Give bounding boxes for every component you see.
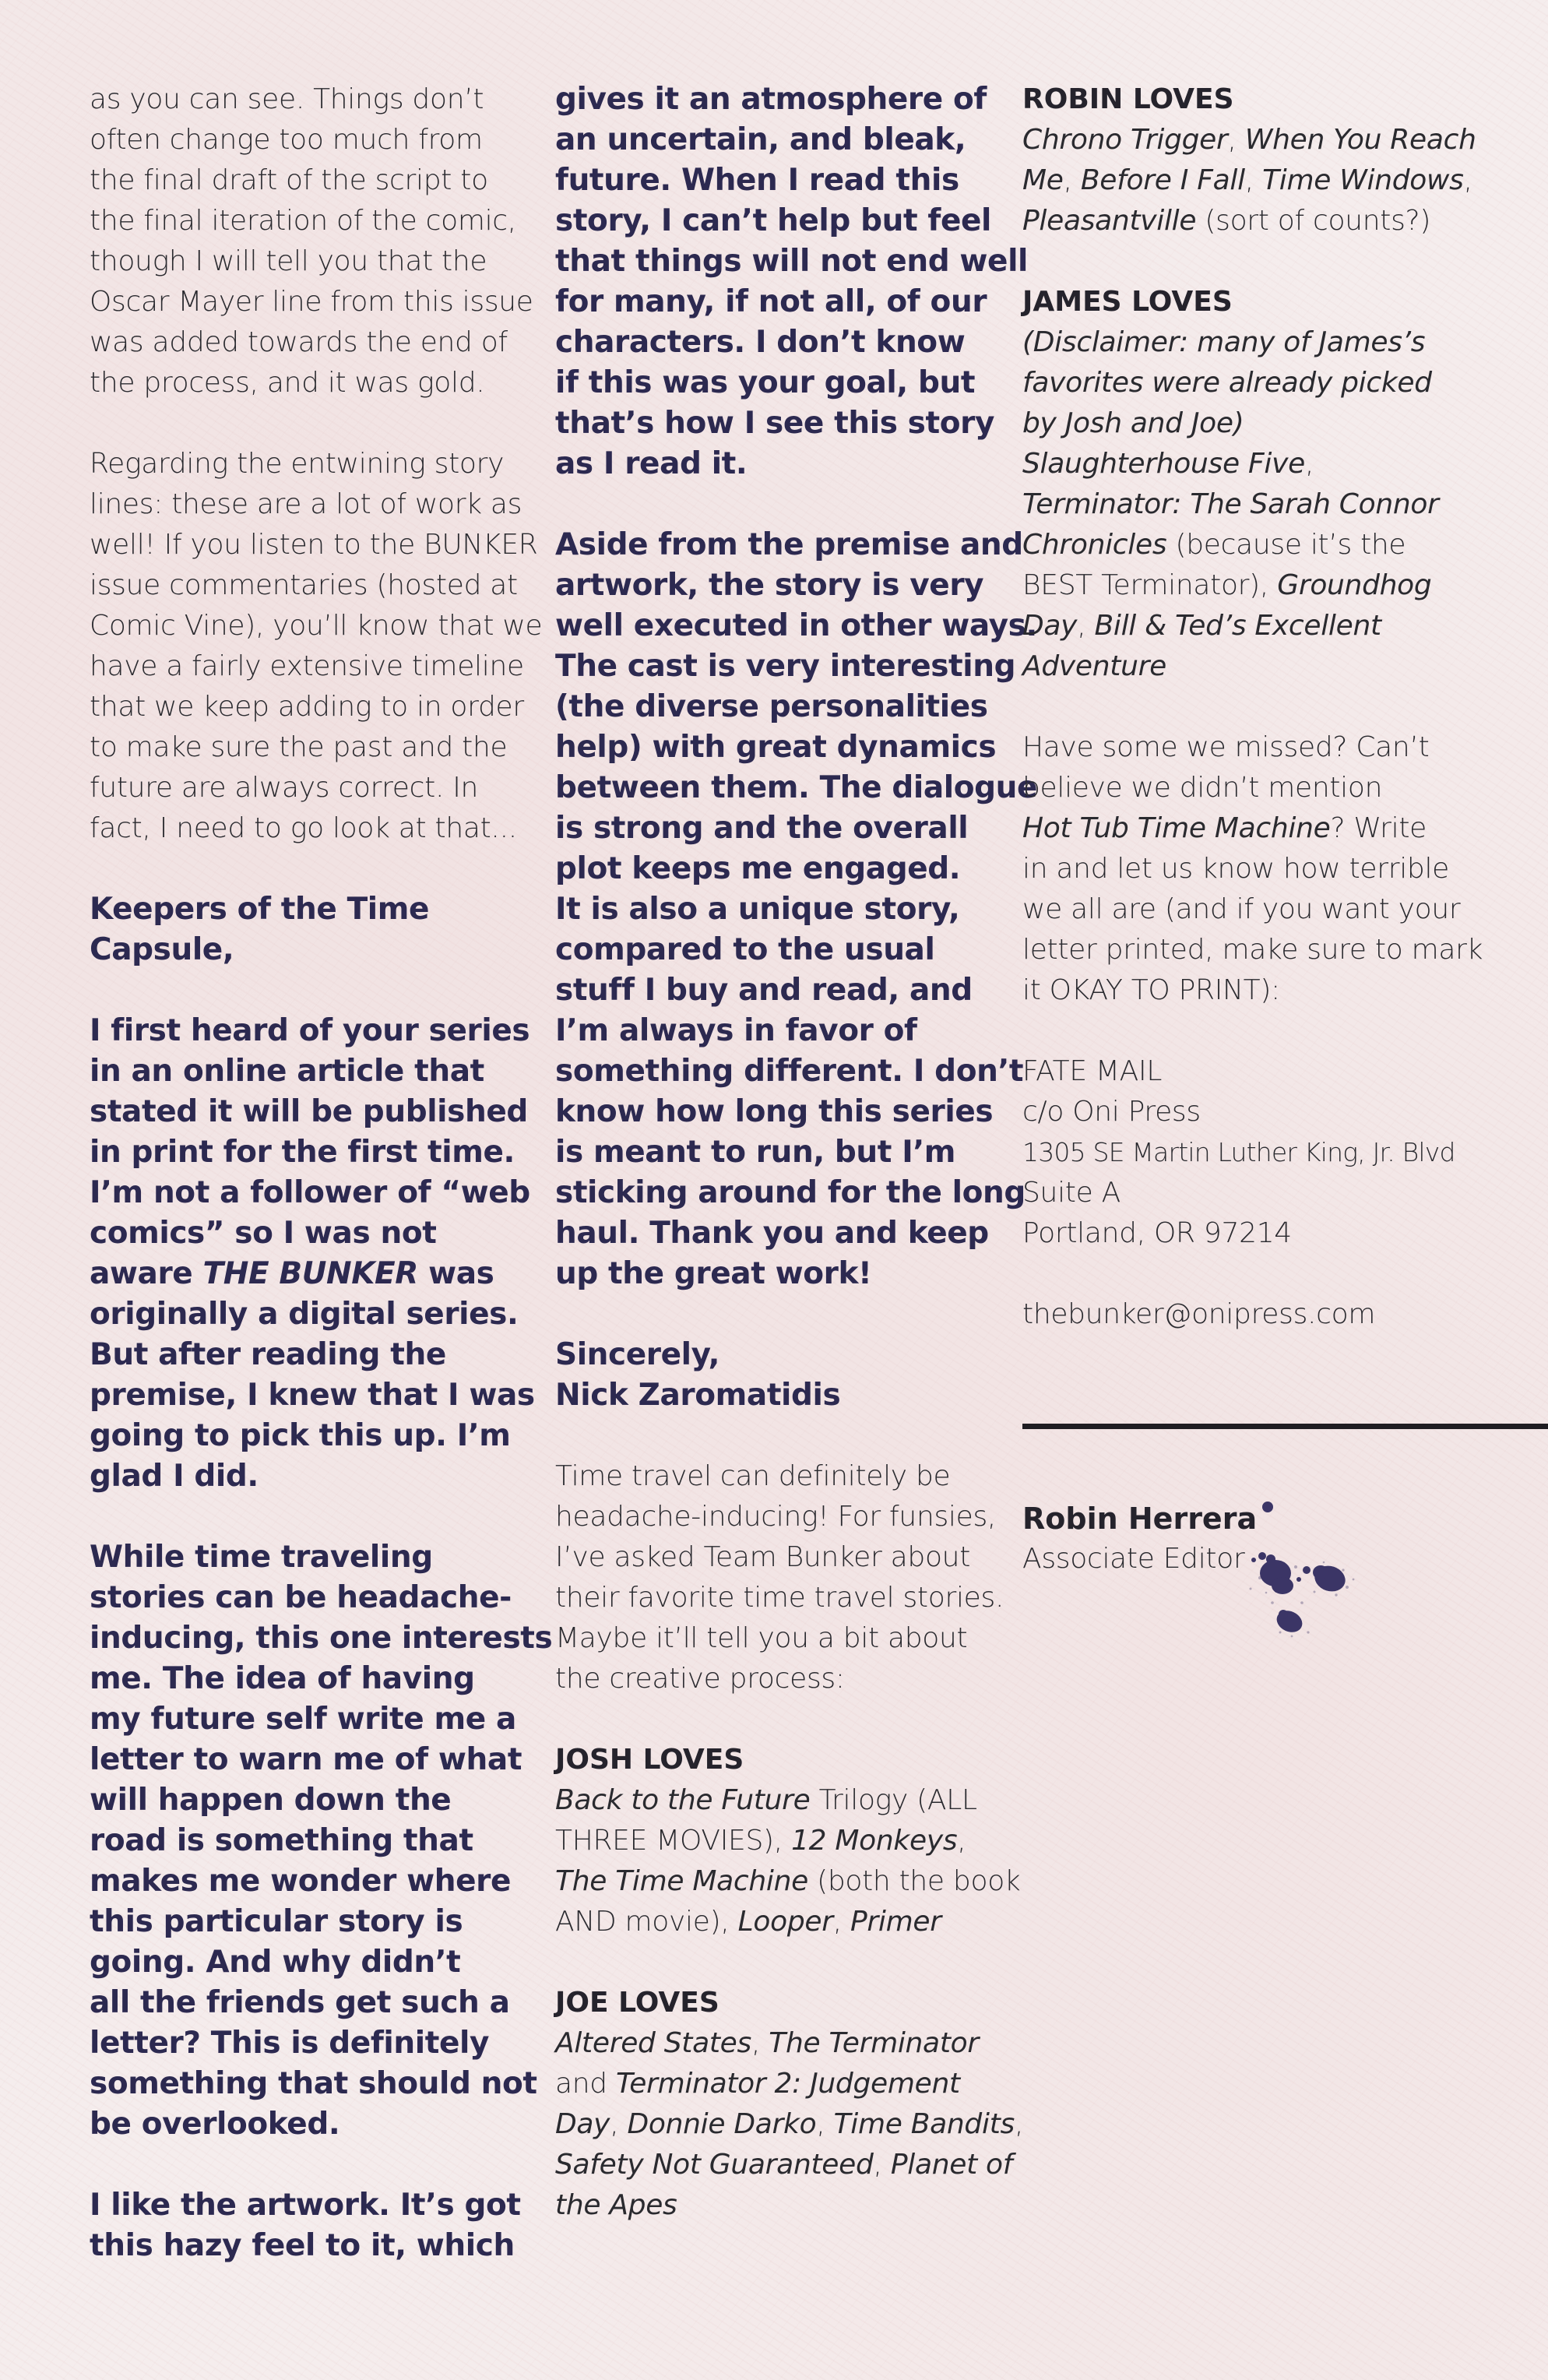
- text-line: that things will not end well: [555, 244, 1029, 279]
- ink-splatter-decoration: [1215, 1480, 1433, 1698]
- text-line: THREE MOVIES), 12 Monkeys,: [555, 1825, 966, 1857]
- text-line: But after reading the: [90, 1337, 446, 1372]
- text-line: characters. I don’t know: [555, 325, 966, 360]
- text-line: stated it will be published: [90, 1094, 528, 1129]
- text-line: the creative process:: [555, 1663, 845, 1695]
- text-line: between them. The dialogue: [555, 770, 1038, 805]
- joe-loves-heading: JOE LOVES: [555, 1987, 719, 2019]
- text-line: in an online article that: [90, 1054, 484, 1089]
- text-line: this hazy feel to it, which: [90, 2228, 515, 2263]
- text-line: believe we didn’t mention: [1022, 772, 1383, 804]
- text-line: Maybe it’ll tell you a bit about: [555, 1622, 968, 1654]
- email-address: thebunker@onipress.com: [1022, 1298, 1376, 1330]
- text-line: The Time Machine (both the book: [555, 1865, 1021, 1897]
- letter-paragraph: [555, 525, 1038, 1294]
- column-middle: [555, 79, 1038, 2226]
- contact-email: [1022, 1294, 1521, 1335]
- text-line: though I will tell you that the: [90, 245, 487, 277]
- mailing-address: [1022, 1051, 1521, 1254]
- letter-paragraph: [90, 1011, 533, 1497]
- text-line: Pleasantville (sort of counts?): [1022, 205, 1431, 237]
- james-loves-section: [1022, 282, 1521, 687]
- letter-author: Nick Zaromatidis: [555, 1378, 841, 1413]
- editor-name: Robin Herrera: [1022, 1502, 1258, 1536]
- text-line: headache-inducing! For funsies,: [555, 1501, 997, 1533]
- text-line: future. When I read this: [555, 163, 959, 198]
- text-line: by Josh and Joe): [1022, 407, 1244, 439]
- text-line: Back to the Future Trilogy (ALL: [555, 1784, 977, 1816]
- text-line: all the friends get such a: [90, 1985, 510, 2020]
- letter-salutation: [90, 889, 533, 970]
- text-line: in and let us know how terrible: [1022, 853, 1450, 885]
- text-line: something different. I don’t: [555, 1054, 1024, 1089]
- text-line: Adventure: [1022, 650, 1166, 682]
- text-line: Keepers of the Time: [90, 892, 430, 927]
- text-line: Chrono Trigger, When You Reach: [1022, 124, 1476, 156]
- text-line: Hot Tub Time Machine? Write: [1022, 812, 1427, 844]
- text-line: comics” so I was not: [90, 1216, 437, 1251]
- text-line: that we keep adding to in order: [90, 691, 524, 723]
- text-line: Aside from the premise and: [555, 527, 1023, 562]
- text-line: know how long this series: [555, 1094, 994, 1129]
- text-line: favorites were already picked: [1022, 367, 1432, 399]
- text-line: is meant to run, but I’m: [555, 1135, 955, 1170]
- letter-paragraph: [90, 2185, 533, 2266]
- text-line: makes me wonder where: [90, 1864, 512, 1899]
- column-right: [1022, 79, 1521, 1375]
- text-line: going. And why didn’t: [90, 1945, 461, 1980]
- text-line: gives it an atmosphere of: [555, 82, 987, 117]
- text-line: premise, I knew that I was: [90, 1378, 535, 1413]
- text-line: the final iteration of the comic,: [90, 205, 516, 237]
- text-line: their favorite time travel stories.: [555, 1582, 1004, 1614]
- text-line: the final draft of the script to: [90, 164, 488, 196]
- text-line: story, I can’t help but feel: [555, 203, 992, 238]
- text-line: glad I did.: [90, 1459, 259, 1494]
- text-line: for many, if not all, of our: [555, 284, 987, 319]
- text-line: artwork, the story is very: [555, 568, 984, 603]
- text-line: (the diverse personalities: [555, 689, 988, 724]
- text-line: Time travel can definitely be: [555, 1460, 951, 1492]
- column-left: [90, 79, 553, 2266]
- write-in-paragraph: [1022, 727, 1521, 1011]
- text-line: is strong and the overall: [555, 811, 969, 846]
- text-line: was added towards the end of: [90, 326, 508, 358]
- text-line: fact, I need to go look at that...: [90, 812, 517, 844]
- series-title: THE BUNKER: [202, 1256, 418, 1291]
- reply-paragraph: [90, 444, 543, 849]
- text-line: Day, Donnie Darko, Time Bandits,: [555, 2108, 1024, 2140]
- text-line: up the great work!: [555, 1256, 872, 1291]
- joe-loves-section: [555, 1983, 1024, 2226]
- text-line: Suite A: [1022, 1177, 1121, 1209]
- text-line: sticking around for the long: [555, 1175, 1026, 1210]
- text-line: Terminator: The Sarah Connor: [1022, 488, 1439, 520]
- text-line: help) with great dynamics: [555, 730, 997, 765]
- text-line: While time traveling: [90, 1540, 433, 1575]
- text-line: inducing, this one interests: [90, 1621, 553, 1656]
- text-line: as I read it.: [555, 446, 748, 481]
- text-line: Have some we missed? Can’t: [1022, 731, 1430, 763]
- robin-loves-heading: ROBIN LOVES: [1022, 83, 1234, 115]
- text-line: in print for the first time.: [90, 1135, 515, 1170]
- text-line: Capsule,: [90, 932, 234, 967]
- text-line: Chronicles (because it’s the: [1022, 529, 1406, 561]
- text-line: I’m always in favor of: [555, 1013, 917, 1048]
- editor-title: Associate Editor: [1022, 1543, 1245, 1575]
- text-line: BEST Terminator), Groundhog: [1022, 569, 1432, 601]
- reply-paragraph: [555, 1456, 1004, 1699]
- james-loves-heading: JAMES LOVES: [1022, 286, 1233, 318]
- text-line: something that should not: [90, 2066, 537, 2101]
- text-line: Safety Not Guaranteed, Planet of: [555, 2149, 1013, 2181]
- text-line: the Apes: [555, 2189, 677, 2221]
- text-line: Day, Bill & Ted’s Excellent: [1022, 610, 1381, 642]
- text-line: Oscar Mayer line from this issue: [90, 286, 533, 318]
- text-line: going to pick this up. I’m: [90, 1418, 511, 1453]
- text-line: it OKAY TO PRINT):: [1022, 974, 1280, 1006]
- text-line: originally a digital series.: [90, 1297, 519, 1332]
- text-line: this particular story is: [90, 1904, 463, 1939]
- text-line: often change too much from: [90, 124, 483, 156]
- text-line: aware THE BUNKER was: [90, 1256, 494, 1291]
- text-line: Slaughterhouse Five,: [1022, 448, 1314, 480]
- text-line: we all are (and if you want your: [1022, 893, 1461, 925]
- text-line: FATE MAIL: [1022, 1055, 1163, 1087]
- text-line: well! If you listen to the BUNKER: [90, 529, 538, 561]
- text-line: Altered States, The Terminator: [555, 2027, 979, 2059]
- text-line: lines: these are a lot of work as: [90, 488, 522, 520]
- text-line: issue commentaries (hosted at: [90, 569, 518, 601]
- text-line: well executed in other ways.: [555, 608, 1037, 643]
- text-line: and Terminator 2: Judgement: [555, 2068, 960, 2100]
- josh-loves-heading: JOSH LOVES: [555, 1744, 744, 1776]
- text-line: letter? This is definitely: [90, 2026, 489, 2061]
- text-line: I’ve asked Team Bunker about: [555, 1541, 971, 1573]
- text-line: haul. Thank you and keep: [555, 1216, 989, 1251]
- text-line: to make sure the past and the: [90, 731, 508, 763]
- text-line: c/o Oni Press: [1022, 1096, 1201, 1128]
- letter-paragraph: [90, 1537, 553, 2145]
- text-line: letter printed, make sure to mark: [1022, 934, 1483, 966]
- text-line: my future self write me a: [90, 1702, 516, 1737]
- text-line: that’s how I see this story: [555, 406, 994, 441]
- text-line: I first heard of your series: [90, 1013, 530, 1048]
- letter-signoff: [555, 1335, 999, 1416]
- text-line: be overlooked.: [90, 2107, 340, 2142]
- text-line: will happen down the: [90, 1783, 452, 1818]
- text-line: It is also a unique story,: [555, 892, 960, 927]
- text-line: have a fairly extensive timeline: [90, 650, 524, 682]
- text-line: letter to warn me of what: [90, 1742, 522, 1777]
- text-line: me. The idea of having: [90, 1661, 475, 1696]
- josh-loves-section: [555, 1740, 1021, 1942]
- text-line: Regarding the entwining story: [90, 448, 505, 480]
- text-line: AND movie), Looper, Primer: [555, 1906, 941, 1938]
- text-line: Portland, OR 97214: [1022, 1217, 1292, 1249]
- text-line: an uncertain, and bleak,: [555, 122, 966, 157]
- text-line: I like the artwork. It’s got: [90, 2188, 521, 2223]
- robin-loves-section: [1022, 79, 1521, 241]
- text-line: 1305 SE Martin Luther King, Jr. Blvd: [1022, 1137, 1455, 1167]
- letter-paragraph: [555, 79, 1029, 484]
- text-line: if this was your goal, but: [555, 365, 976, 400]
- text-line: road is something that: [90, 1823, 473, 1858]
- text-line: The cast is very interesting: [555, 649, 1016, 684]
- text-line: stories can be headache-: [90, 1580, 512, 1615]
- text-line: compared to the usual: [555, 932, 935, 967]
- text-line: stuff I buy and read, and: [555, 973, 973, 1008]
- reply-paragraph: [90, 79, 533, 403]
- text-line: I’m not a follower of “web: [90, 1175, 530, 1210]
- text-line: as you can see. Things don’t: [90, 83, 484, 115]
- text-line: (Disclaimer: many of James’s: [1022, 326, 1426, 358]
- text-line: Me, Before I Fall, Time Windows,: [1022, 164, 1472, 196]
- text-line: future are always correct. In: [90, 772, 479, 804]
- text-line: plot keeps me engaged.: [555, 851, 961, 886]
- text-line: the process, and it was gold.: [90, 367, 485, 399]
- section-divider: [1022, 1424, 1548, 1429]
- text-line: Comic Vine), you’ll know that we: [90, 610, 543, 642]
- text-line: Sincerely,: [555, 1337, 720, 1372]
